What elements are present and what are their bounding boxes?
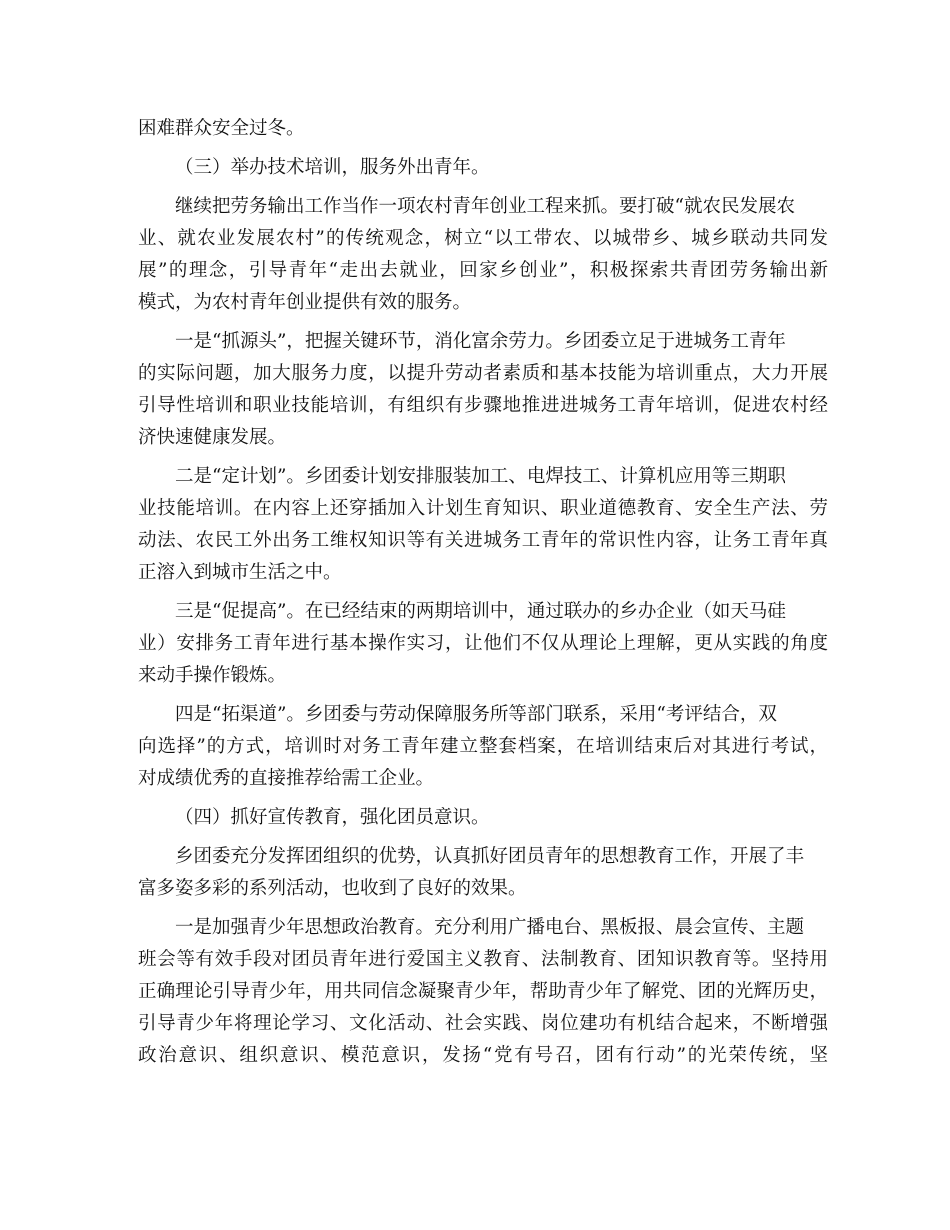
text-line: 引导青少年将理论学习、文化活动、社会实践、岗位建功有机结合起来，不断增强: [138, 1013, 828, 1034]
paragraph: [138, 461, 828, 589]
text-line: 展”的理念，引导青年“走出去就业，回家乡创业”，积极探索共青团劳务输出新: [138, 260, 828, 281]
text-line: 一是加强青少年思想政治教育。充分利用广播电台、黑板报、晨会宣传、主题: [175, 917, 805, 938]
text-line: 的实际问题，加大服务力度，以提升劳动者素质和基本技能为培训重点，大力开展: [138, 363, 828, 384]
text-line: 来动手操作锻炼。: [138, 665, 287, 686]
text-line: 班会等有效手段对团员青年进行爱国主义教育、法制教育、团知识教育等。坚持用: [138, 949, 828, 970]
paragraph: [138, 596, 828, 692]
paragraph: [138, 113, 828, 145]
document-body: [138, 113, 828, 1072]
text-line: 引导性培训和职业技能培训，有组织有步骤地推进进城务工青年培训，促进农村经: [138, 395, 828, 416]
text-line: （三）举办技术培训，服务外出青年。: [175, 157, 490, 178]
text-line: 业、就农业发展农村”的传统观念，树立“以工带农、以城带乡、城乡联动共同发: [138, 228, 828, 249]
text-line: 乡团委充分发挥团组织的优势，认真抓好团员青年的思想教育工作，开展了丰: [175, 846, 805, 867]
text-line: 业）安排务工青年进行基本操作实习，让他们不仅从理论上理解，更从实践的角度: [138, 633, 828, 654]
text-line: 济快速健康发展。: [138, 427, 287, 448]
text-line: 二是“定计划”。乡团委计划安排服装加工、电焊技工、计算机应用等三期职: [175, 466, 786, 487]
text-line: 对成绩优秀的直接推荐给需工企业。: [138, 768, 435, 789]
text-line: （四）抓好宣传教育，强化团员意识。: [175, 807, 490, 828]
paragraph: [138, 191, 828, 319]
text-line: 正确理论引导青少年，用共同信念凝聚青少年，帮助青少年了解党、团的光辉历史，: [138, 981, 828, 1002]
text-line: 继续把劳务输出工作当作一项农村青年创业工程来抓。要打破“就农民发展农: [175, 196, 795, 217]
paragraph: [138, 912, 828, 1072]
text-line: 动法、农民工外出务工维权知识等有关进城务工青年的常识性内容，让务工青年真: [138, 530, 828, 551]
text-line: 向选择”的方式，培训时对务工青年建立整套档案，在培训结束后对其进行考试，: [138, 736, 828, 757]
text-line: 富多姿多彩的系列活动，也收到了良好的效果。: [138, 878, 527, 899]
paragraph: [138, 841, 828, 905]
text-line: 正溶入到城市生活之中。: [138, 562, 342, 583]
text-line: 三是“促提高”。在已经结束的两期培训中，通过联办的乡办企业（如天马硅: [175, 601, 786, 622]
paragraph: [138, 699, 828, 795]
paragraph: [138, 326, 828, 454]
text-line: 一是“抓源头”，把握关键环节，消化富余劳力。乡团委立足于进城务工青年: [175, 331, 786, 352]
section-heading: [138, 152, 828, 184]
text-line: 困难群众安全过冬。: [138, 118, 305, 139]
section-heading: [138, 802, 828, 834]
text-line: 政治意识、组织意识、模范意识，发扬“党有号召，团有行动”的光荣传统，坚: [138, 1045, 828, 1066]
text-line: 模式，为农村青年创业提供有效的服务。: [138, 292, 472, 313]
text-line: 业技能培训。在内容上还穿插加入计划生育知识、职业道德教育、安全生产法、劳: [138, 498, 828, 519]
text-line: 四是“拓渠道”。乡团委与劳动保障服务所等部门联系，采用“考评结合，双: [175, 704, 777, 725]
